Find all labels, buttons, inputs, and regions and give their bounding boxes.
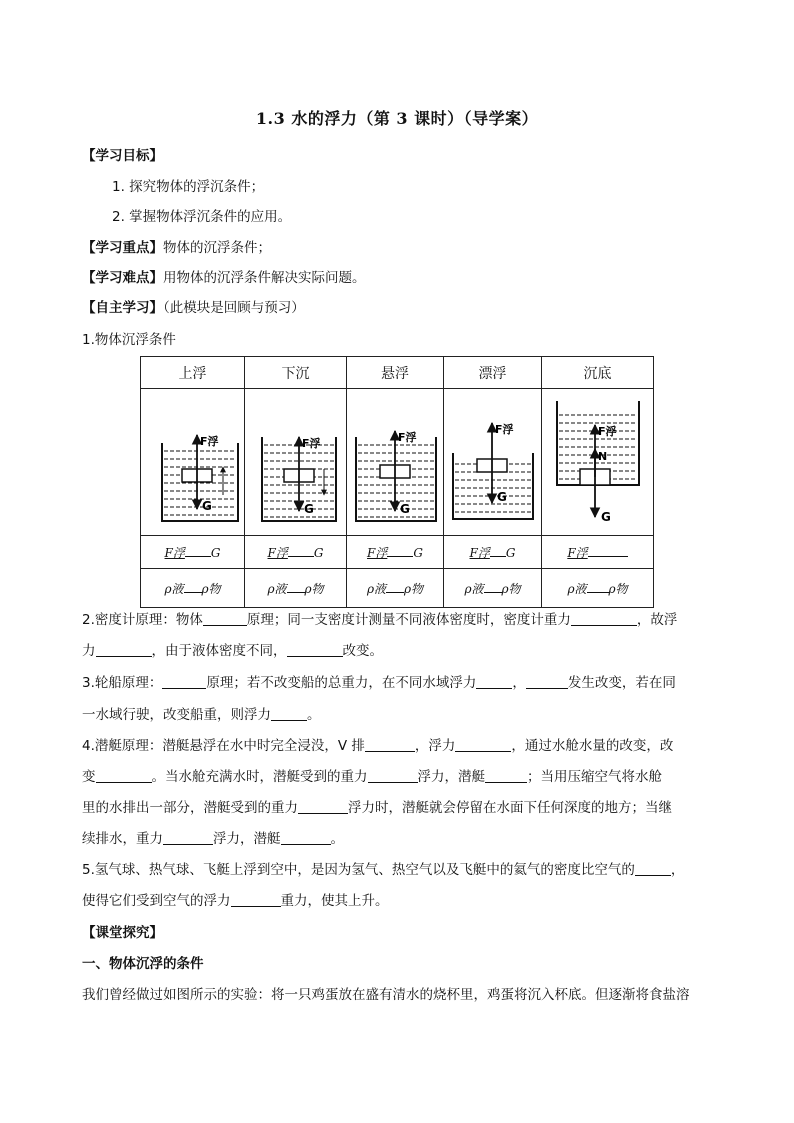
relation-floating: F浮 G — [444, 536, 542, 569]
difficulty-label: 【学习难点】 — [82, 270, 163, 286]
relation-bottomed: F浮 — [542, 536, 654, 569]
float-sink-conditions-table — [140, 356, 654, 608]
gravity-label: G — [600, 510, 611, 524]
self-study-note: （此模块是回顾与预习） — [163, 300, 305, 316]
q3-line-1: 3.轮船原理： 原理；若不改变船的总重力，在不同水域浮力 ， 发生改变，若在同 — [82, 675, 676, 691]
diagram-rising — [141, 389, 245, 536]
header-sinking: 下沉 — [245, 357, 347, 389]
buoyancy-label: F浮 — [199, 435, 219, 448]
diagram-bottomed — [542, 389, 654, 536]
buoyancy-label: F浮 — [597, 425, 617, 438]
q5-line-2: 使得它们受到空气的浮力 重力，使其上升。 — [82, 893, 389, 909]
density-rising: ρ液 ρ物 — [141, 569, 245, 608]
key-point-line — [82, 238, 722, 258]
beaker-rising-diagram — [142, 389, 244, 531]
diagram-suspended — [347, 389, 444, 536]
q4-line-4: 续排水，重力 浮力，潜艇 。 — [82, 831, 344, 847]
density-suspended: ρ液 ρ物 — [347, 569, 444, 608]
buoyancy-label: F浮 — [397, 431, 417, 444]
beaker-floating-diagram — [445, 389, 541, 531]
normal-force-label: N — [597, 450, 607, 463]
key-point-text: 物体的沉浮条件； — [163, 240, 271, 256]
objective-item-2: 2. 掌握物体浮沉条件的应用。 — [112, 209, 292, 225]
q5-line-1: 5.氢气球、热气球、飞艇上浮到空中，是因为氢气、热空气以及飞艇中的氦气的密度比空气的 ， — [82, 862, 685, 878]
relation-rising: F浮 G — [141, 536, 245, 569]
beaker-bottomed-diagram — [543, 389, 653, 531]
relation-sinking: F浮 G — [245, 536, 347, 569]
self-study-label: 【自主学习】 — [82, 300, 163, 316]
header-suspended: 悬浮 — [347, 357, 444, 389]
q1-title: 1.物体沉浮条件 — [82, 332, 176, 348]
relation-suspended: F浮 G — [347, 536, 444, 569]
density-floating: ρ液 ρ物 — [444, 569, 542, 608]
header-rising: 上浮 — [141, 357, 245, 389]
difficulty-text: 用物体的沉浮条件解决实际问题。 — [163, 270, 366, 286]
diagram-floating — [444, 389, 542, 536]
buoyancy-label: F浮 — [494, 423, 514, 436]
gravity-label: G — [303, 502, 314, 516]
beaker-suspended-diagram — [348, 389, 443, 531]
gravity-label: G — [201, 499, 212, 513]
self-study-line — [82, 298, 722, 318]
q2-line-1: 2.密度计原理：物体 原理；同一支密度计测量不同液体密度时，密度计重力 ，故浮 — [82, 612, 678, 628]
class-explore-heading: 【课堂探究】 — [82, 925, 163, 941]
q4-line-2: 变 。当水舱充满水时，潜艇受到的重力 浮力，潜艇 ；当用压缩空气将水舱 — [82, 769, 662, 785]
objectives-heading: 【学习目标】 — [82, 148, 163, 164]
page-title: 1.3 水的浮力（第 3 课时）（导学案） — [255, 109, 539, 128]
q4-line-1: 4.潜艇原理：潜艇悬浮在水中时完全浸没，V 排 ，浮力 ，通过水舱水量的改变，改 — [82, 738, 674, 754]
intro-paragraph-line: 我们曾经做过如图所示的实验：将一只鸡蛋放在盛有清水的烧杯里，鸡蛋将沉入杯底。但逐渐将食盐溶 — [82, 987, 690, 1003]
header-bottomed: 沉底 — [542, 357, 654, 389]
objective-item-1: 1. 探究物体的浮沉条件； — [112, 179, 265, 195]
header-floating: 漂浮 — [444, 357, 542, 389]
buoyancy-label: F浮 — [301, 437, 321, 450]
q2-line-2: 力 ，由于液体密度不同， 改变。 — [82, 643, 383, 659]
diagram-sinking — [245, 389, 347, 536]
beaker-sinking-diagram — [246, 389, 346, 531]
gravity-label: G — [399, 502, 410, 516]
key-point-label: 【学习重点】 — [82, 240, 163, 256]
section-1-heading: 一、物体沉浮的条件 — [82, 956, 204, 972]
q4-line-3: 里的水排出一部分，潜艇受到的重力 浮力时，潜艇就会停留在水面下任何深度的地方；当继 — [82, 800, 672, 816]
density-sinking: ρ液 ρ物 — [245, 569, 347, 608]
gravity-label: G — [496, 490, 507, 504]
density-bottomed: ρ液 ρ物 — [542, 569, 654, 608]
difficulty-line — [82, 268, 722, 288]
q3-line-2: 一水域行驶，改变船重，则浮力 。 — [82, 707, 321, 723]
